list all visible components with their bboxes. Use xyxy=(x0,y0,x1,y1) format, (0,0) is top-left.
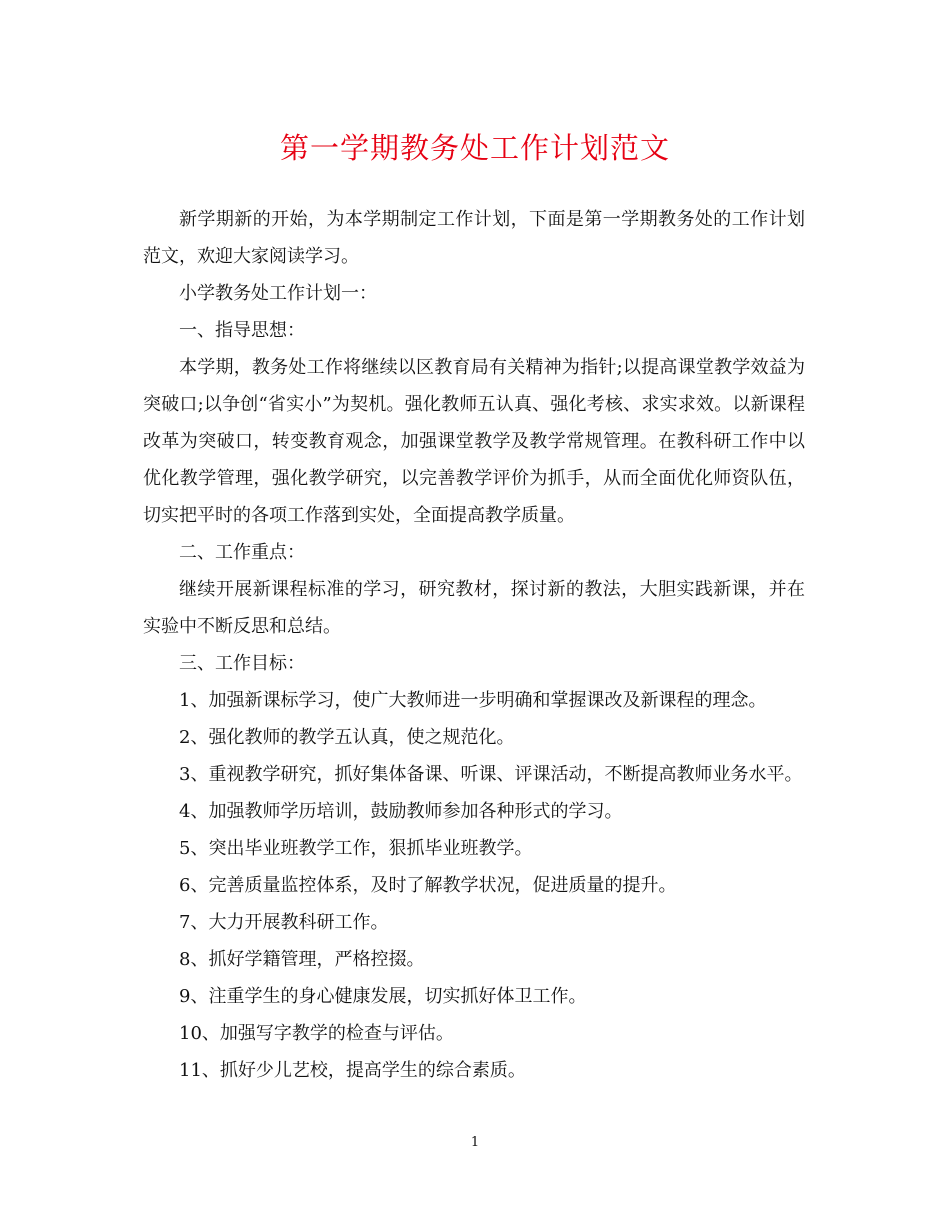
goal-item-2: 2、强化教师的教学五认真，使之规范化。 xyxy=(179,727,515,748)
goal-item-5: 5、突出毕业班教学工作，狠抓毕业班教学。 xyxy=(179,838,533,859)
goal-item-8: 8、抓好学籍管理，严格控掇。 xyxy=(179,949,425,970)
page-number: 1 xyxy=(470,1135,480,1150)
goal-item-6: 6、完善质量监控体系，及时了解教学状况，促进质量的提升。 xyxy=(179,875,677,896)
goal-item-1: 1、加强新课标学习，使广大教师进一步明确和掌握课改及新课程的理念。 xyxy=(179,690,767,711)
document-title: 第一学期教务处工作计划范文 xyxy=(279,131,670,165)
paragraph-guiding-thought: 本学期，教务处工作将继续以区教育局有关精神为指针;以提高课堂教学效益为突破口;以争创“省实小”为契机。强化教师五认真、强化考核、求实求效。以新课程改革为突破口，转变教育观念，加强课堂教学及教学常规管理。在教科研工作中以优化教学管理，强化教学研究，以完善教学评价为抓手，从而全面优化师资队伍，切实把平时的各项工作落到实处，全面提高教学质量。 xyxy=(143,357,805,526)
goal-item-10: 10、加强写字教学的检查与评估。 xyxy=(179,1023,454,1044)
section-heading-guiding-thought: 一、指导思想： xyxy=(179,320,305,341)
paragraph-plan-heading: 小学教务处工作计划一： xyxy=(179,283,377,304)
goal-item-11: 11、抓好少儿艺校，提高学生的综合素质。 xyxy=(179,1060,526,1081)
paragraph-intro: 新学期新的开始，为本学期制定工作计划，下面是第一学期教务处的工作计划范文，欢迎大家阅读学习。 xyxy=(143,209,805,267)
section-heading-work-focus: 二、工作重点： xyxy=(179,542,305,563)
goal-item-7: 7、大力开展教科研工作。 xyxy=(179,912,389,933)
paragraph-work-focus: 继续开展新课程标准的学习，研究教材，探讨新的教法，大胆实践新课，并在实验中不断反思和总结。 xyxy=(143,579,805,637)
goal-item-4: 4、加强教师学历培训，鼓励教师参加各种形式的学习。 xyxy=(179,801,623,822)
goal-item-3: 3、重视教学研究，抓好集体备课、听课、评课活动，不断提高教师业务水平。 xyxy=(179,764,803,785)
section-heading-work-goals: 三、工作目标： xyxy=(179,653,305,674)
document-body xyxy=(143,201,805,1089)
goal-item-9: 9、注重学生的身心健康发展，切实抓好体卫工作。 xyxy=(179,986,587,1007)
